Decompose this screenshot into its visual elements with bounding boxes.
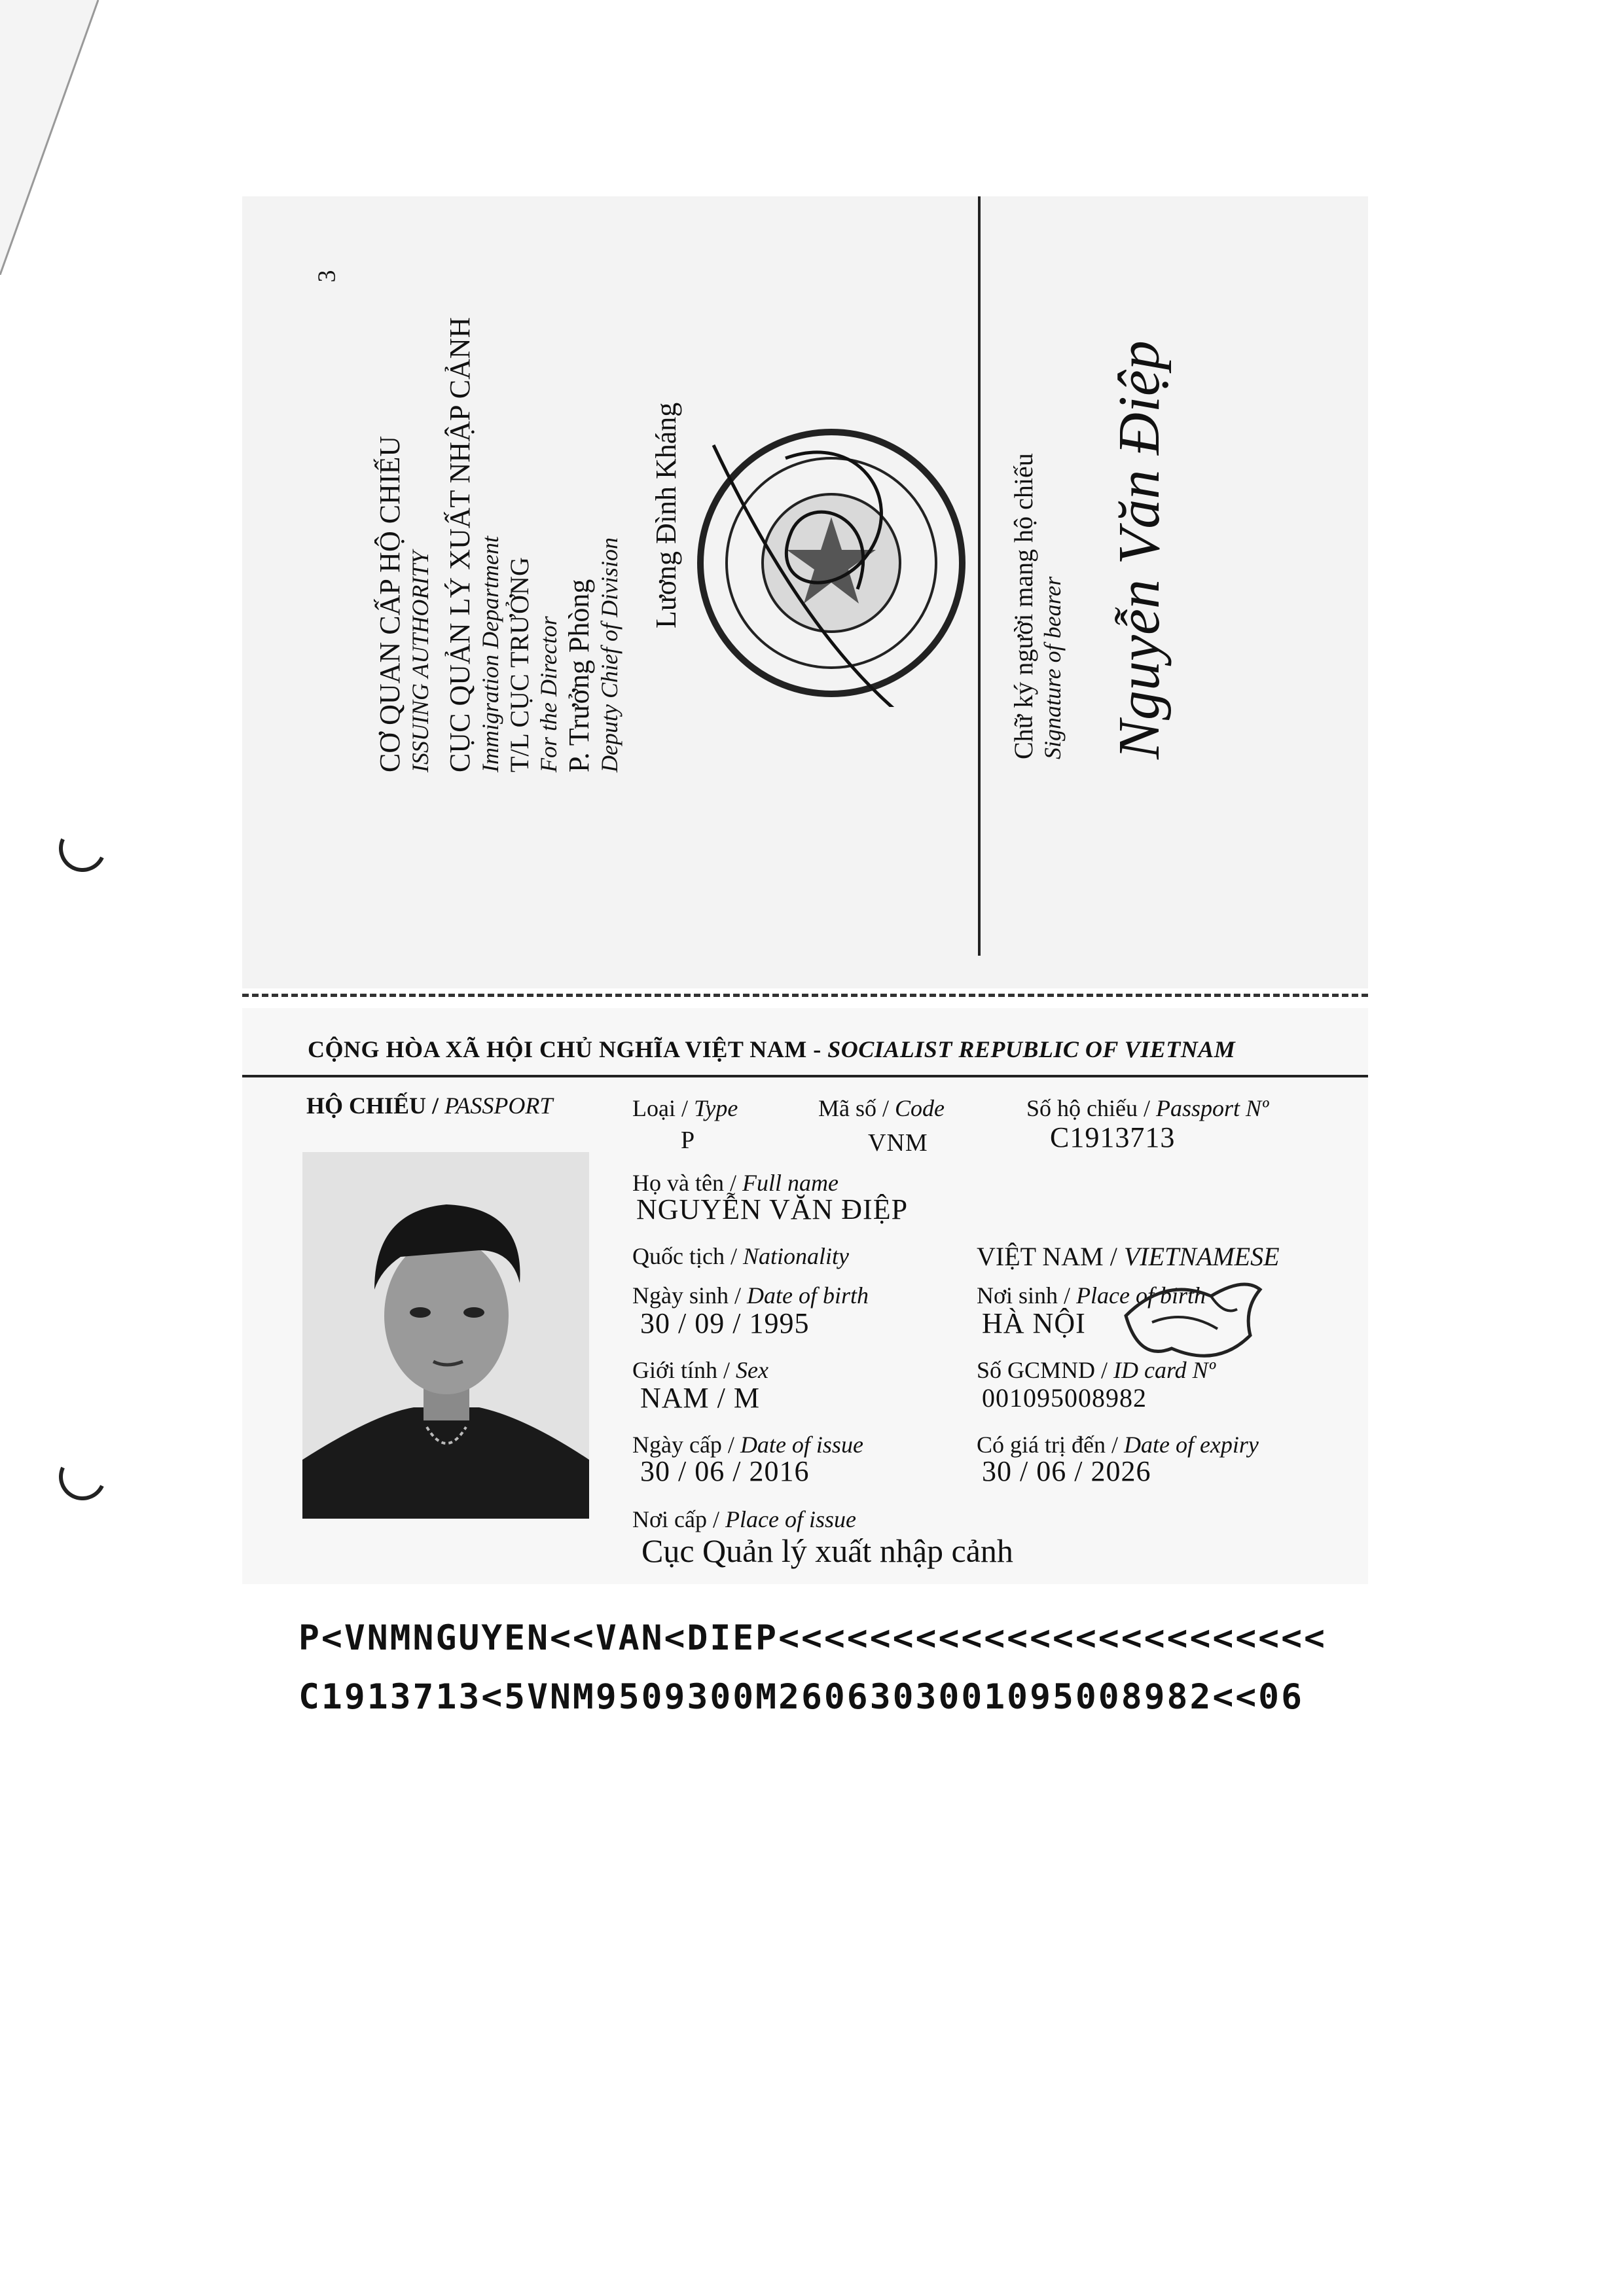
page-number: 3 bbox=[313, 270, 341, 283]
passport-no-label-vn: Số hộ chiếu / bbox=[1026, 1095, 1156, 1121]
mrz-line-1: P<VNMNGUYEN<<VAN<DIEP<<<<<<<<<<<<<<<<<<<<<<<< bbox=[298, 1618, 1327, 1658]
passport-no-label bbox=[1026, 1094, 1269, 1122]
passport-label bbox=[306, 1092, 552, 1119]
full-name-label-en: Full name bbox=[742, 1170, 839, 1196]
deputy-vn: P. Trưởng Phòng bbox=[563, 579, 595, 772]
sex-label-en: Sex bbox=[736, 1357, 769, 1383]
official-seal bbox=[687, 419, 975, 707]
type-label-vn: Loại / bbox=[632, 1095, 694, 1121]
place-of-issue-label bbox=[632, 1506, 856, 1533]
for-director-vn: T/L CỤC TRƯỞNG bbox=[505, 557, 534, 772]
page-divider bbox=[978, 196, 981, 956]
pob-value: HÀ NỘI bbox=[982, 1307, 1086, 1339]
passport-label-en: PASSPORT bbox=[444, 1093, 553, 1119]
code-label-vn: Mã số / bbox=[818, 1095, 895, 1121]
id-card-label-en: ID card Nº bbox=[1113, 1357, 1216, 1383]
sex-label-vn: Giới tính / bbox=[632, 1357, 736, 1383]
department-en: Immigration Department bbox=[477, 536, 503, 772]
mrz-line-2: C1913713<5VNM9509300M2606303001095008982<<06 bbox=[298, 1677, 1304, 1717]
nationality-value bbox=[977, 1241, 1280, 1272]
country-header-en: SOCIALIST REPUBLIC OF VIETNAM bbox=[827, 1036, 1236, 1062]
dob-label-en: Date of birth bbox=[747, 1282, 869, 1309]
type-value: P bbox=[681, 1127, 696, 1154]
pob-label-vn: Nơi sinh / bbox=[977, 1282, 1077, 1309]
code-label-en: Code bbox=[895, 1095, 945, 1121]
type-label bbox=[632, 1094, 738, 1122]
page-perforation bbox=[242, 994, 1368, 997]
expiry-label-vn: Có giá trị đến / bbox=[977, 1432, 1124, 1458]
header-rule bbox=[242, 1075, 1368, 1077]
passport-no-label-en: Passport Nº bbox=[1155, 1095, 1269, 1121]
punch-hole-mark-bottom bbox=[52, 1447, 113, 1507]
holder-photo bbox=[302, 1152, 589, 1519]
country-header-vn: CỘNG HÒA XÃ HỘI CHỦ NGHĨA VIỆT NAM - bbox=[308, 1036, 828, 1062]
id-card-value: 001095008982 bbox=[982, 1383, 1147, 1413]
officer-name: Lương Đình Kháng bbox=[650, 402, 682, 628]
id-card-label-vn: Số GCMND / bbox=[977, 1357, 1114, 1383]
sex-label bbox=[632, 1356, 768, 1384]
dob-value: 30 / 09 / 1995 bbox=[640, 1307, 810, 1339]
passport-label-vn: HỘ CHIẾU / bbox=[306, 1093, 445, 1119]
dob-label-vn: Ngày sinh / bbox=[632, 1282, 747, 1309]
type-label-en: Type bbox=[693, 1095, 738, 1121]
full-name-label-vn: Họ và tên / bbox=[632, 1170, 742, 1196]
pob-label-en: Place of birth bbox=[1076, 1282, 1206, 1309]
country-header bbox=[308, 1036, 1235, 1063]
code-value: VNM bbox=[868, 1129, 928, 1157]
dob-label bbox=[632, 1282, 869, 1309]
place-of-issue-label-en: Place of issue bbox=[725, 1506, 856, 1532]
nationality-value-vn: VIỆT NAM / bbox=[977, 1242, 1124, 1271]
for-director-en: For the Director bbox=[535, 616, 562, 772]
passport-no-value: C1913713 bbox=[1050, 1121, 1176, 1153]
nationality-value-en: VIETNAMESE bbox=[1123, 1242, 1280, 1271]
department-vn: CỤC QUẢN LÝ XUẤT NHẬP CẢNH bbox=[444, 317, 476, 772]
signature-label-en: Signature of bearer bbox=[1039, 576, 1066, 759]
nationality-label bbox=[632, 1242, 849, 1270]
nationality-label-vn: Quốc tịch / bbox=[632, 1243, 743, 1269]
sex-value: NAM / M bbox=[640, 1382, 761, 1414]
signature-label-vn: Chữ ký người mang hộ chiếu bbox=[1009, 453, 1038, 759]
place-of-issue-value: Cục Quản lý xuất nhập cảnh bbox=[641, 1532, 1013, 1569]
authority-vn: CƠ QUAN CẤP HỘ CHIẾU bbox=[374, 435, 406, 772]
deputy-en: Deputy Chief of Division bbox=[596, 537, 623, 772]
id-card-label bbox=[977, 1356, 1216, 1384]
bearer-signature: Nguyễn Văn Điệp bbox=[1107, 340, 1172, 759]
issuing-authority-block bbox=[373, 118, 683, 772]
bearer-signature-block bbox=[1008, 301, 1173, 759]
code-label bbox=[818, 1094, 945, 1122]
issue-date-label-vn: Ngày cấp / bbox=[632, 1432, 740, 1458]
full-name-value: NGUYỄN VĂN ĐIỆP bbox=[636, 1193, 909, 1225]
issue-date-label-en: Date of issue bbox=[740, 1432, 863, 1458]
expiry-label-en: Date of expiry bbox=[1123, 1432, 1259, 1458]
place-of-issue-label-vn: Nơi cấp / bbox=[632, 1506, 725, 1532]
punch-hole-mark-top bbox=[52, 818, 113, 878]
page-fold-mark bbox=[0, 0, 105, 275]
expiry-value: 30 / 06 / 2026 bbox=[982, 1455, 1151, 1487]
issue-date-value: 30 / 06 / 2016 bbox=[640, 1455, 810, 1487]
authority-en: ISSUING AUTHORITY bbox=[407, 551, 433, 772]
nationality-label-en: Nationality bbox=[742, 1243, 849, 1269]
